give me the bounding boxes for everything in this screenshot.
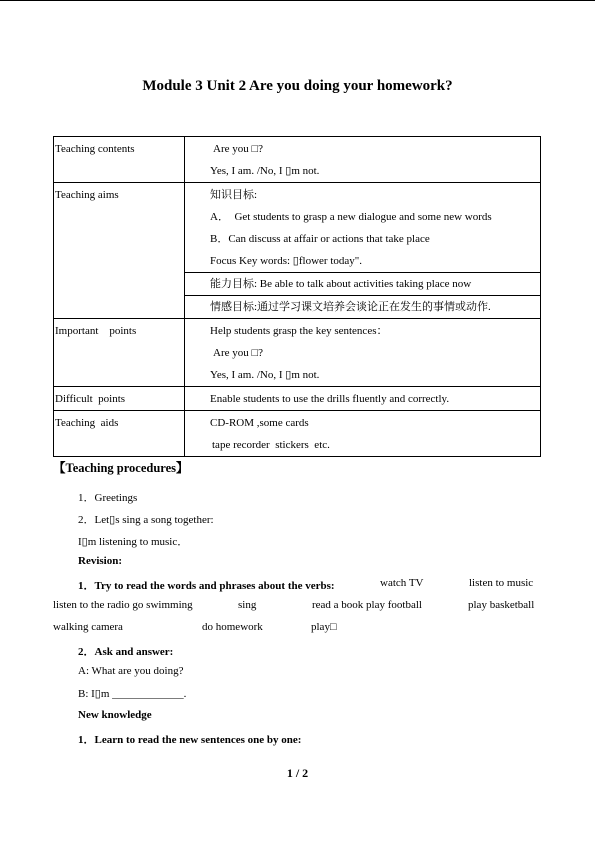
row-teaching-aids — [54, 411, 541, 457]
document-title: Module 3 Unit 2 Are you doing your homework? — [142, 78, 453, 94]
row-teaching-contents — [54, 137, 541, 183]
phrase-walking-camera: walking camera — [53, 621, 123, 633]
dialogue-a: A: What are you doing? — [78, 665, 184, 677]
ability-aim: 能力目标: Be able to talk about activities taking place now — [210, 278, 472, 290]
label-teaching-aims: Teaching aims — [54, 183, 185, 319]
content-teaching-aids: CD-ROM ,some cards tape recorder stickers etc. — [185, 411, 541, 457]
phrase-sing: sing — [238, 599, 257, 611]
song-title: I▯m listening to music． — [78, 536, 189, 548]
phrase-play: play□ — [311, 621, 337, 633]
item-song: 2．Let▯s sing a song together: — [78, 514, 214, 526]
label-difficult-points: Difficult points — [54, 387, 185, 411]
label-teaching-aids: Teaching aids — [54, 411, 185, 457]
revision-item-1: 1．Try to read the words and phrases about the verbs: — [78, 580, 335, 592]
revision-heading: Revision: — [78, 555, 122, 567]
dialogue-b: B: I▯m _____________. — [78, 688, 187, 700]
content-important-points: Help students grasp the key sentences： Are you □? Yes, I am. /No, I ▯m not. — [185, 319, 541, 387]
label-teaching-contents: Teaching contents — [54, 137, 185, 183]
item-greetings: 1．Greetings — [78, 492, 138, 504]
row-important-points — [54, 319, 541, 387]
content-teaching-aims: 知识目标: A． Get students to grasp a new dialogue and some new words B．Can discuss at affair or actions that take place Focus Key words: ▯flower today". 能力目标: Be able to talk about activities taking place now 情感目标:通过学习课文培养会谈论正在发生的事情或动作. — [185, 183, 541, 319]
content-difficult-points: Enable students to use the drills fluently and correctly. — [185, 387, 541, 411]
phrase-listen-music: listen to music — [469, 577, 534, 589]
phrase-book-football: read a book play football — [312, 599, 422, 611]
emotion-aim: 情感目标:通过学习课文培养会谈论正在发生的事情或动作. — [210, 301, 491, 313]
row-difficult-points — [54, 387, 541, 411]
phrase-watch-tv: watch TV — [380, 577, 424, 589]
content-teaching-contents: Are you □? Yes, I am. /No, I ▯m not. — [185, 137, 541, 183]
label-important-points: Important points — [54, 319, 185, 387]
revision-item-2: 2．Ask and answer: — [78, 646, 174, 658]
phrase-radio-swimming: listen to the radio go swimming — [53, 599, 193, 611]
page-number: 1 / 2 — [286, 766, 309, 780]
top-rule — [0, 0, 595, 1]
new-knowledge-heading: New knowledge — [78, 709, 152, 721]
new-knowledge-item-1: 1．Learn to read the new sentences one by one: — [78, 734, 302, 746]
lesson-plan-table — [53, 136, 541, 457]
phrase-homework: do homework — [202, 621, 263, 633]
row-teaching-aims — [54, 183, 541, 319]
procedures-heading: 【Teaching procedures】 — [53, 461, 189, 475]
phrase-basketball: play basketball — [468, 599, 535, 611]
